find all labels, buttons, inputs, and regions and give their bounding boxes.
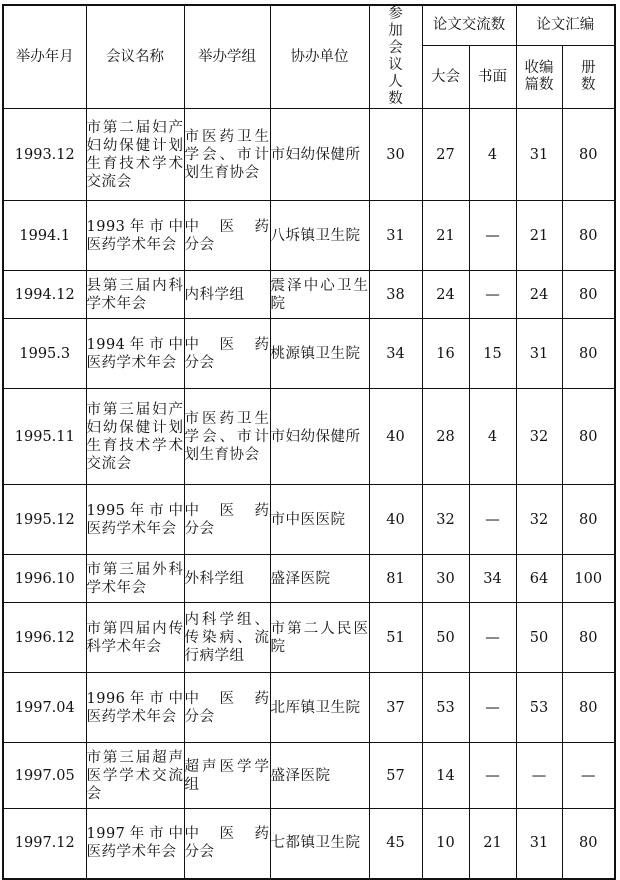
cell-name: 1996年市中医药学术年会 <box>86 673 184 743</box>
cell-plenary: 28 <box>422 389 469 485</box>
cell-written: 15 <box>469 319 516 389</box>
cell-co-organizer: 震泽中心卫生院 <box>270 271 369 319</box>
cell-written: 21 <box>469 809 516 879</box>
cell-date: 1995.11 <box>3 389 86 485</box>
cell-co-organizer: 盛泽医院 <box>270 555 369 603</box>
cell-attendees: 45 <box>369 809 422 879</box>
cell-volumes: 80 <box>562 673 615 743</box>
cell-name: 市第二届妇产妇幼保健计划生育技术学术交流会 <box>86 109 184 201</box>
cell-plenary: 30 <box>422 555 469 603</box>
table-row <box>3 109 615 201</box>
cell-attendees: 31 <box>369 201 422 271</box>
cell-written: — <box>469 485 516 555</box>
cell-plenary: 27 <box>422 109 469 201</box>
cell-written: — <box>469 201 516 271</box>
cell-count: 32 <box>516 485 562 555</box>
table-row <box>3 389 615 485</box>
cell-organizer: 市医药卫生学会、市计划生育协会 <box>184 109 270 201</box>
cell-volumes: 80 <box>562 109 615 201</box>
cell-name: 1995年市中医药学术年会 <box>86 485 184 555</box>
header-collection-volumes: 册数 <box>562 45 615 108</box>
cell-co-organizer: 市中医医院 <box>270 485 369 555</box>
cell-date: 1996.12 <box>3 603 86 673</box>
cell-written: 34 <box>469 555 516 603</box>
cell-name: 市第三届超声医学学术交流会 <box>86 743 184 809</box>
cell-attendees: 81 <box>369 555 422 603</box>
cell-organizer: 内科学组 <box>184 271 270 319</box>
cell-date: 1994.1 <box>3 201 86 271</box>
cell-volumes: 100 <box>562 555 615 603</box>
cell-co-organizer: 七都镇卫生院 <box>270 809 369 879</box>
cell-organizer: 市医药卫生学会、市计划生育协会 <box>184 389 270 485</box>
table-row <box>3 809 615 879</box>
cell-count: 64 <box>516 555 562 603</box>
cell-written: — <box>469 271 516 319</box>
cell-attendees: 40 <box>369 485 422 555</box>
table-row <box>3 201 615 271</box>
cell-organizer: 内科学组、传染病、流行病学组 <box>184 603 270 673</box>
table-row <box>3 743 615 809</box>
cell-name: 市第三届外科学术年会 <box>86 555 184 603</box>
cell-volumes: 80 <box>562 389 615 485</box>
cell-name: 市第四届内传科学术年会 <box>86 603 184 673</box>
header-date: 举办年月 <box>3 5 86 109</box>
header-collection-count: 收编篇数 <box>516 45 562 108</box>
cell-count: 31 <box>516 809 562 879</box>
cell-written: 4 <box>469 109 516 201</box>
header-co-organizer: 协办单位 <box>270 5 369 109</box>
cell-attendees: 34 <box>369 319 422 389</box>
cell-written: — <box>469 603 516 673</box>
cell-plenary: 32 <box>422 485 469 555</box>
cell-volumes: 80 <box>562 485 615 555</box>
cell-name: 1993年市中医药学术年会 <box>86 201 184 271</box>
cell-plenary: 16 <box>422 319 469 389</box>
table-row <box>3 555 615 603</box>
cell-name: 市第三届妇产妇幼保健计划生育技术学术交流会 <box>86 389 184 485</box>
cell-count: 31 <box>516 319 562 389</box>
cell-volumes: 80 <box>562 319 615 389</box>
cell-co-organizer: 桃源镇卫生院 <box>270 319 369 389</box>
cell-co-organizer: 市妇幼保健所 <box>270 109 369 201</box>
cell-organizer: 外科学组 <box>184 555 270 603</box>
header-attendees: 参加会议人数 <box>369 5 422 109</box>
cell-volumes: 80 <box>562 201 615 271</box>
cell-plenary: 21 <box>422 201 469 271</box>
table-row <box>3 673 615 743</box>
header-organizer: 举办学组 <box>184 5 270 109</box>
cell-volumes: — <box>562 743 615 809</box>
cell-organizer: 中 医 药分会 <box>184 673 270 743</box>
cell-organizer: 中 医 药分会 <box>184 201 270 271</box>
cell-plenary: 10 <box>422 809 469 879</box>
cell-co-organizer: 八坼镇卫生院 <box>270 201 369 271</box>
cell-count: 24 <box>516 271 562 319</box>
cell-attendees: 40 <box>369 389 422 485</box>
table-row <box>3 271 615 319</box>
table-row <box>3 319 615 389</box>
cell-count: 50 <box>516 603 562 673</box>
table-row <box>3 603 615 673</box>
cell-date: 1993.12 <box>3 109 86 201</box>
cell-organizer: 中 医 药分会 <box>184 485 270 555</box>
cell-volumes: 80 <box>562 809 615 879</box>
cell-attendees: 51 <box>369 603 422 673</box>
cell-organizer: 中 医 药分会 <box>184 319 270 389</box>
cell-co-organizer: 市妇幼保健所 <box>270 389 369 485</box>
table-row <box>3 485 615 555</box>
cell-date: 1996.10 <box>3 555 86 603</box>
cell-written: 4 <box>469 389 516 485</box>
cell-volumes: 80 <box>562 271 615 319</box>
cell-count: 32 <box>516 389 562 485</box>
cell-plenary: 14 <box>422 743 469 809</box>
cell-volumes: 80 <box>562 603 615 673</box>
cell-plenary: 50 <box>422 603 469 673</box>
cell-name: 1994年市中医药学术年会 <box>86 319 184 389</box>
cell-attendees: 37 <box>369 673 422 743</box>
cell-co-organizer: 北厍镇卫生院 <box>270 673 369 743</box>
cell-plenary: 24 <box>422 271 469 319</box>
conference-table <box>2 4 616 880</box>
cell-date: 1995.3 <box>3 319 86 389</box>
cell-count: 31 <box>516 109 562 201</box>
cell-date: 1997.12 <box>3 809 86 879</box>
cell-name: 1997年市中医药学术年会 <box>86 809 184 879</box>
cell-name: 县第三届内科学术年会 <box>86 271 184 319</box>
header-collection: 论文汇编 <box>516 5 615 45</box>
header-exchange: 论文交流数 <box>422 5 516 45</box>
cell-count: 21 <box>516 201 562 271</box>
cell-count: 53 <box>516 673 562 743</box>
header-name: 会议名称 <box>86 5 184 109</box>
cell-date: 1994.12 <box>3 271 86 319</box>
cell-written: — <box>469 673 516 743</box>
header-exchange-plenary: 大会 <box>422 45 469 108</box>
cell-organizer: 中 医 药分会 <box>184 809 270 879</box>
cell-date: 1995.12 <box>3 485 86 555</box>
cell-organizer: 超声医学学组 <box>184 743 270 809</box>
cell-count: — <box>516 743 562 809</box>
cell-plenary: 53 <box>422 673 469 743</box>
cell-attendees: 30 <box>369 109 422 201</box>
cell-co-organizer: 盛泽医院 <box>270 743 369 809</box>
cell-attendees: 38 <box>369 271 422 319</box>
cell-co-organizer: 市第二人民医院 <box>270 603 369 673</box>
cell-attendees: 57 <box>369 743 422 809</box>
cell-written: — <box>469 743 516 809</box>
cell-date: 1997.04 <box>3 673 86 743</box>
header-exchange-written: 书面 <box>469 45 516 108</box>
cell-date: 1997.05 <box>3 743 86 809</box>
